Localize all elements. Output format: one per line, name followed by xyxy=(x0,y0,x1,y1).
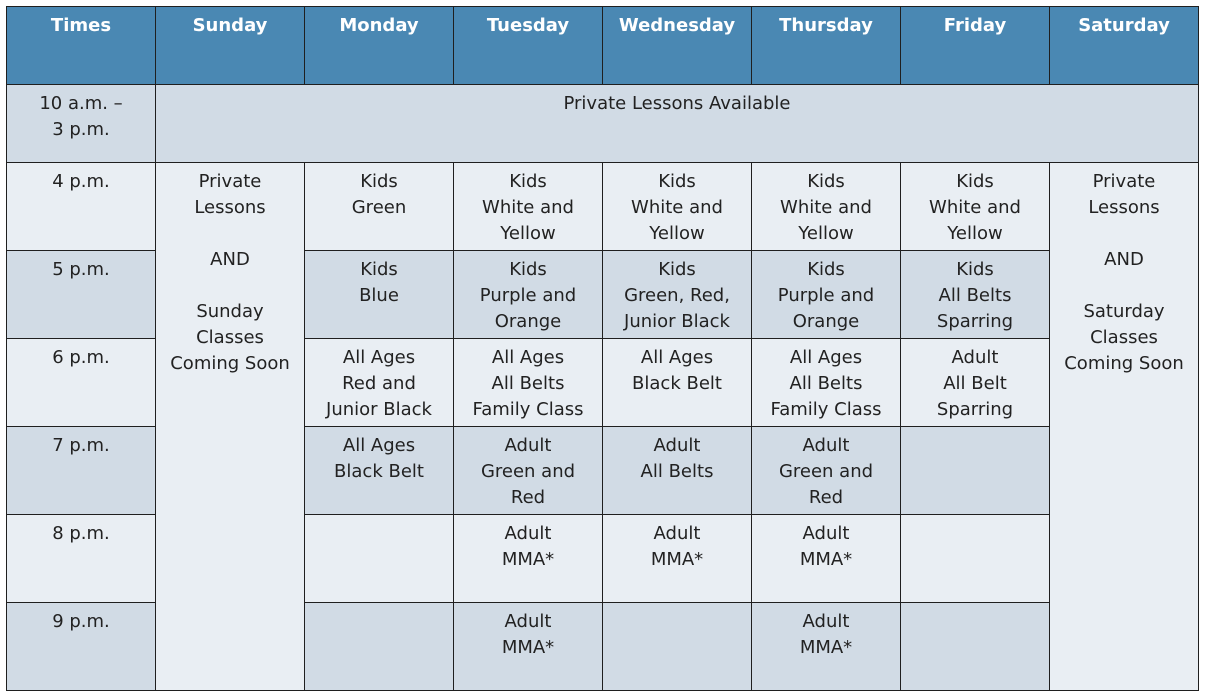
class-cell-monday xyxy=(305,515,454,603)
class-cell-thursday: Adult MMA* xyxy=(752,515,901,603)
class-cell-tuesday: Adult MMA* xyxy=(454,515,603,603)
class-cell-friday xyxy=(901,427,1050,515)
time-cell: 6 p.m. xyxy=(7,339,156,427)
class-cell-wednesday: All Ages Black Belt xyxy=(603,339,752,427)
class-cell-tuesday: Adult Green and Red xyxy=(454,427,603,515)
header-saturday: Saturday xyxy=(1050,7,1199,85)
class-cell-monday: All Ages Red and Junior Black xyxy=(305,339,454,427)
header-row xyxy=(7,7,1199,85)
class-cell-thursday: Kids Purple and Orange xyxy=(752,251,901,339)
class-cell-monday: Kids Blue xyxy=(305,251,454,339)
class-cell-friday: Adult All Belt Sparring xyxy=(901,339,1050,427)
class-cell-thursday: Kids White and Yellow xyxy=(752,163,901,251)
class-cell-friday xyxy=(901,603,1050,691)
class-cell-wednesday: Kids Green, Red, Junior Black xyxy=(603,251,752,339)
time-cell: 4 p.m. xyxy=(7,163,156,251)
time-cell: 5 p.m. xyxy=(7,251,156,339)
class-cell-wednesday xyxy=(603,603,752,691)
class-cell-friday: Kids White and Yellow xyxy=(901,163,1050,251)
header-tuesday: Tuesday xyxy=(454,7,603,85)
header-times: Times xyxy=(7,7,156,85)
time-cell: 7 p.m. xyxy=(7,427,156,515)
time-cell: 9 p.m. xyxy=(7,603,156,691)
class-cell-wednesday: Kids White and Yellow xyxy=(603,163,752,251)
class-cell-thursday: Adult Green and Red xyxy=(752,427,901,515)
class-schedule-table xyxy=(6,6,1199,691)
class-cell-tuesday: Kids White and Yellow xyxy=(454,163,603,251)
class-cell-friday: Kids All Belts Sparring xyxy=(901,251,1050,339)
header-wednesday: Wednesday xyxy=(603,7,752,85)
time-cell-10am-3pm: 10 a.m. – 3 p.m. xyxy=(7,85,156,163)
class-cell-thursday: Adult MMA* xyxy=(752,603,901,691)
class-cell-tuesday: Adult MMA* xyxy=(454,603,603,691)
class-cell-monday: Kids Green xyxy=(305,163,454,251)
class-cell-thursday: All Ages All Belts Family Class xyxy=(752,339,901,427)
time-cell: 8 p.m. xyxy=(7,515,156,603)
class-cell-wednesday: Adult All Belts xyxy=(603,427,752,515)
class-cell-monday: All Ages Black Belt xyxy=(305,427,454,515)
class-cell-friday xyxy=(901,515,1050,603)
private-lessons-row xyxy=(7,85,1199,163)
header-sunday: Sunday xyxy=(156,7,305,85)
class-cell-tuesday: Kids Purple and Orange xyxy=(454,251,603,339)
header-monday: Monday xyxy=(305,7,454,85)
private-lessons-available-cell: Private Lessons Available xyxy=(156,85,1199,163)
header-friday: Friday xyxy=(901,7,1050,85)
header-thursday: Thursday xyxy=(752,7,901,85)
class-cell-wednesday: Adult MMA* xyxy=(603,515,752,603)
sunday-block: Private Lessons AND Sunday Classes Coming Soon xyxy=(156,163,305,691)
class-cell-tuesday: All Ages All Belts Family Class xyxy=(454,339,603,427)
saturday-block: Private Lessons AND Saturday Classes Coming Soon xyxy=(1050,163,1199,691)
class-cell-monday xyxy=(305,603,454,691)
schedule-row-4pm xyxy=(7,163,1199,251)
